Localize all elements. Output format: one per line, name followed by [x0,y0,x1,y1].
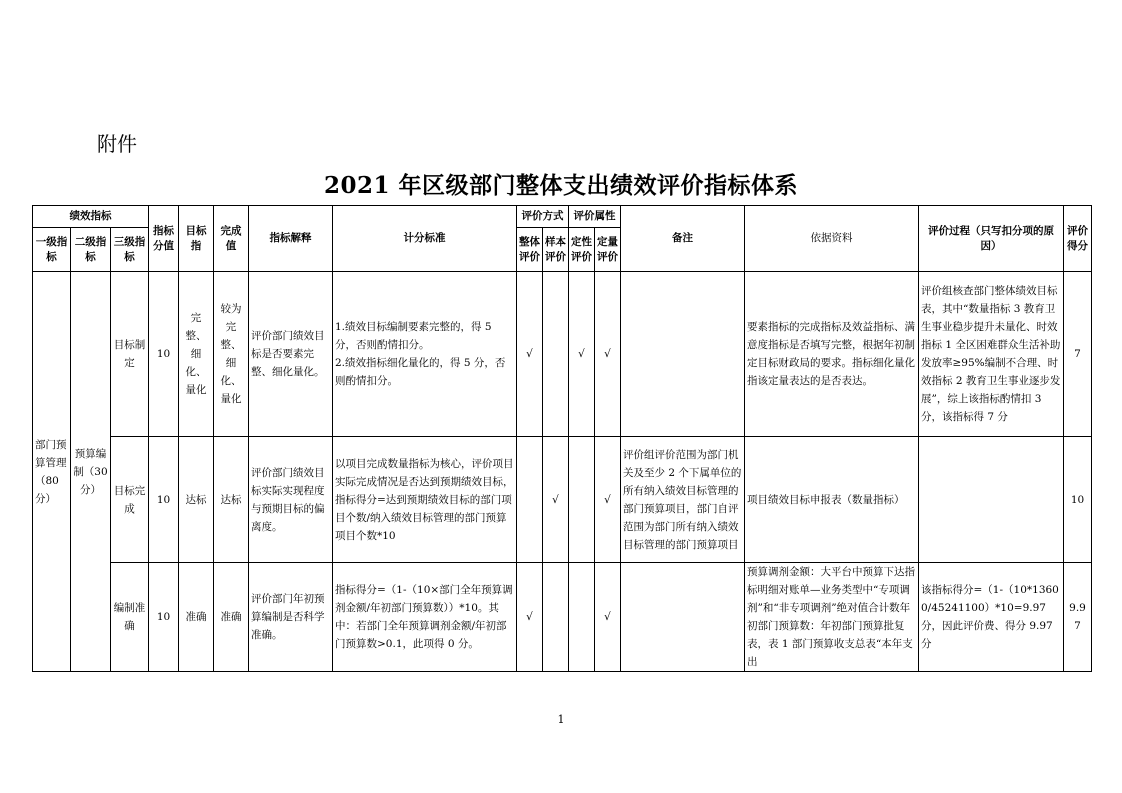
row-overall: √ [517,272,543,437]
row-standard: 以项目完成数量指标为核心，评价项目实际完成情况是否达到预期绩效目标，指标得分=达到预期绩效目标的部门项目个数/纳入绩效目标管理的部门预算项目个数*10 [333,437,517,563]
row-overall [517,437,543,563]
row-basis: 预算调剂金额：大平台中预算下达指标明细对账单—业务类型中“专项调剂”和“非专项调剂”绝对值合计数年初部门预算数：年初部门预算批复表，表 1 部门预算收支总表“本年支出 [745,563,919,672]
row-target: 达标 [179,437,214,563]
row-qualitative: √ [569,272,595,437]
row-remarks: 评价组评价范围为部门机关及至少 2 个下属单位的所有纳入绩效目标管理的部门预算项目，部门自评范围为部门所有纳入绩效目标管理的部门预算项目 [621,437,745,563]
row-remarks [621,563,745,672]
table-row [33,563,1092,672]
table-row [33,437,1092,563]
row-result: 7 [1064,272,1092,437]
header-target-indicator: 目标指 [179,206,214,272]
row-explanation: 评价部门年初预算编制是否科学准确。 [249,563,333,672]
header-eval-method: 评价方式 [517,206,569,228]
header-remarks: 备注 [621,206,745,272]
header-level2: 二级指标 [71,228,111,272]
row-basis: 要素指标的完成指标及效益指标、满意度指标是否填写完整，根据年初制定目标财政局的要求。指标细化量化指该定量表达的是否表达。 [745,272,919,437]
header-row-1 [33,206,1092,228]
header-eval-process: 评价过程（只写扣分项的原因） [919,206,1064,272]
header-level3: 三级指标 [111,228,149,272]
attachment-label: 附件 [97,132,137,156]
table-row [33,272,1092,437]
row-explanation: 评价部门绩效目标实际实现程度与预期目标的偏离度。 [249,437,333,563]
indicator-table [32,205,1092,672]
header-completion: 完成值 [214,206,249,272]
row-target: 完整、细化、量化 [179,272,214,437]
header-qualitative-eval: 定性评价 [569,228,595,272]
row-sample: √ [543,437,569,563]
header-eval-attr: 评价属性 [569,206,621,228]
header-scoring-standard: 计分标准 [333,206,517,272]
header-score-value: 指标分值 [149,206,179,272]
row-quantitative: √ [595,272,621,437]
row-completion: 达标 [214,437,249,563]
row-standard: 1.绩效目标编制要素完整的，得 5 分，否则酌情扣分。 2.绩效指标细化量化的，得 5 分，否则酌情扣分。 [333,272,517,437]
row-level3: 目标制定 [111,272,149,437]
header-overall-eval: 整体评价 [517,228,543,272]
row-process [919,437,1064,563]
row-level3: 编制准确 [111,563,149,672]
header-level1: 一级指标 [33,228,71,272]
row-target: 准确 [179,563,214,672]
row-sample [543,563,569,672]
header-sample-eval: 样本评价 [543,228,569,272]
row-completion: 准确 [214,563,249,672]
row-remarks [621,272,745,437]
row-completion: 较为完整、细化、量化 [214,272,249,437]
row-qualitative [569,437,595,563]
header-basis: 依据资料 [745,206,919,272]
row-process: 该指标得分=（1-（10*13600/45241100）*10=9.97 分，因此评价费、得分 9.97 分 [919,563,1064,672]
row-level3: 目标完成 [111,437,149,563]
row-basis: 项目绩效目标申报表（数量指标） [745,437,919,563]
row-explanation: 评价部门绩效目标是否要素完整、细化量化。 [249,272,333,437]
row-sample [543,272,569,437]
row-standard: 指标得分=（1-（10×部门全年预算调剂金额/年初部门预算数））*10。其中：若部门全年预算调剂金额/年初部门预算数>0.1，此项得 0 分。 [333,563,517,672]
group-level1: 部门预算管理（80分） [33,272,71,672]
group-level2: 预算编制（30分） [71,272,111,672]
header-explanation: 指标解释 [249,206,333,272]
header-eval-score: 评价得分 [1064,206,1092,272]
row-score: 10 [149,437,179,563]
row-result: 9.97 [1064,563,1092,672]
row-quantitative: √ [595,437,621,563]
page-title: 2021 年区级部门整体支出绩效评价指标体系 [323,172,799,199]
row-process: 评价组核查部门整体绩效目标表，其中“数量指标 3 教育卫生事业稳步提升未量化、时效指标 1 全区困难群众生活补助发放率≥95%编制不合理、时效指标 2 教育卫生事业逐步发展”，综上该指标酌情扣 3 分，该指标得 7 分 [919,272,1064,437]
row-result: 10 [1064,437,1092,563]
row-score: 10 [149,272,179,437]
row-quantitative: √ [595,563,621,672]
header-perf-indicator: 绩效指标 [33,206,149,228]
row-score: 10 [149,563,179,672]
row-qualitative [569,563,595,672]
row-overall: √ [517,563,543,672]
page-number: 1 [557,713,565,726]
header-quantitative-eval: 定量评价 [595,228,621,272]
